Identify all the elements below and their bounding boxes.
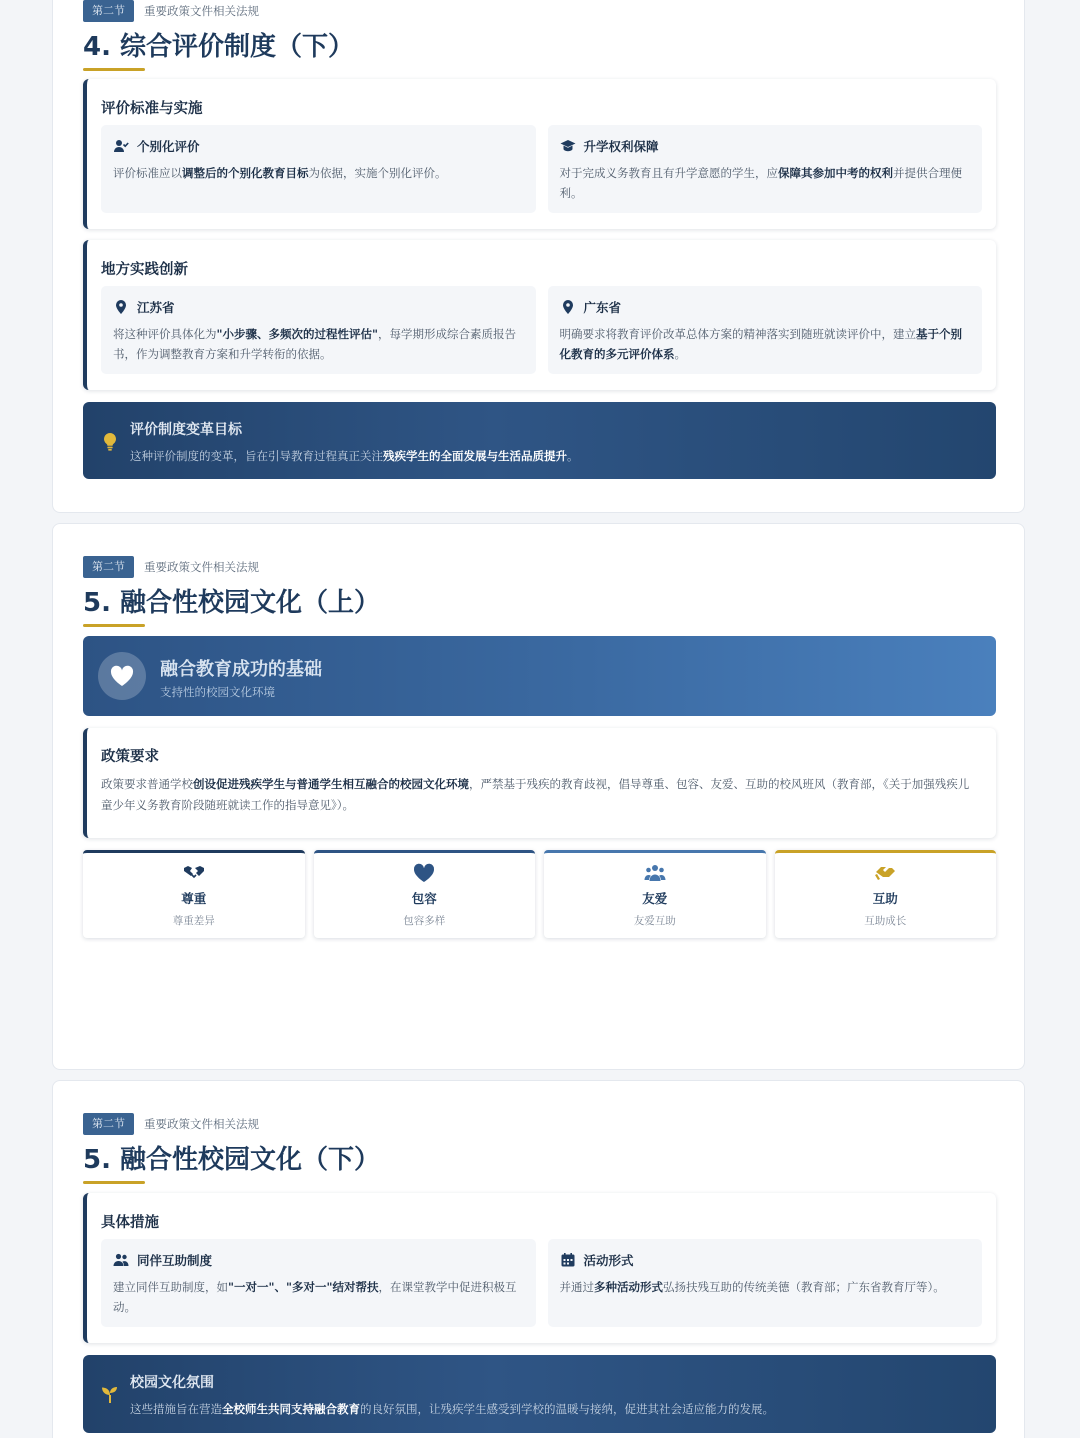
item-text: 建立同伴互助制度，如"一对一"、"多对一"结对帮扶，在课堂教学中促进积极互动。 [113, 1280, 517, 1314]
value-name: 互助 [872, 891, 898, 906]
user-check-icon [113, 138, 129, 154]
item-text: 并通过多种活动形式弘扬扶残互助的传统美德（教育部；广东省教育厅等）。 [559, 1280, 945, 1294]
calendar-icon [560, 1252, 576, 1268]
banner-campus-atmosphere [83, 1355, 996, 1433]
map-pin-icon [113, 299, 129, 315]
value-desc: 尊重差异 [172, 915, 215, 927]
item-activity-forms [548, 1239, 983, 1327]
item-jiangsu [101, 286, 536, 374]
item-admission-rights [548, 125, 983, 213]
title-underline [83, 1181, 145, 1184]
item-heading: 同伴互助制度 [137, 1253, 213, 1268]
item-text: 将这种评价具体化为"小步骤、多频次的过程性评估"，每学期形成综合素质报告书，作为调整教育方案和升学转衔的依据。 [113, 327, 516, 361]
item-text: 对于完成义务教育且有升学意愿的学生，应保障其参加中考的权利并提供合理便利。 [559, 166, 962, 200]
section-subtitle: 重要政策文件相关法规 [144, 1117, 259, 1131]
value-name: 友爱 [642, 891, 668, 906]
card-specific-measures [83, 1193, 996, 1343]
banner-text: 这种评价制度的变革，旨在引导教育过程真正关注残疾学生的全面发展与生活品质提升。 [130, 449, 579, 463]
slide-header [83, 556, 380, 627]
item-heading: 活动形式 [583, 1253, 634, 1268]
value-name: 包容 [411, 891, 437, 906]
section-tag: 第二节 [83, 1113, 134, 1135]
banner-title: 校园文化氛围 [130, 1375, 214, 1391]
value-card-respect [83, 850, 305, 938]
section-subtitle: 重要政策文件相关法规 [144, 4, 259, 18]
page-title: 5. 融合性校园文化（上） [83, 588, 381, 618]
item-heading: 升学权利保障 [583, 139, 659, 154]
slide-header [83, 0, 354, 71]
slide-evaluation-system [52, 0, 1025, 513]
card-local-practice [83, 240, 996, 390]
seedling-icon [99, 1383, 121, 1405]
page-title: 4. 综合评价制度（下） [83, 32, 355, 62]
card-title: 地方实践创新 [101, 262, 188, 278]
heart-icon [110, 665, 134, 687]
item-heading: 广东省 [583, 300, 622, 315]
users-icon [644, 863, 666, 883]
value-desc: 友爱互助 [633, 915, 676, 927]
handshake-icon [183, 863, 205, 883]
item-peer-support [101, 1239, 536, 1327]
card-title: 政策要求 [101, 749, 159, 765]
banner-text: 这些措施旨在营造全校师生共同支持融合教育的良好氛围，让残疾学生感受到学校的温暖与接纳，促进其社会适应能力的发展。 [130, 1402, 774, 1416]
section-tag: 第二节 [83, 556, 134, 578]
values-row [83, 850, 996, 938]
card-title: 具体措施 [101, 1215, 159, 1231]
hero-title: 融合教育成功的基础 [160, 659, 322, 680]
value-card-mutual-help [775, 850, 997, 938]
slide-inclusive-culture-1 [52, 523, 1025, 1070]
graduation-cap-icon [560, 138, 576, 154]
banner-reform-goal [83, 402, 996, 479]
title-underline [83, 624, 145, 627]
banner-title: 评价制度变革目标 [130, 422, 242, 438]
item-guangdong [548, 286, 983, 374]
map-pin-icon [560, 299, 576, 315]
page-title: 5. 融合性校园文化（下） [83, 1145, 381, 1175]
users-icon [113, 1252, 129, 1268]
section-subtitle: 重要政策文件相关法规 [144, 560, 259, 574]
item-text: 评价标准应以调整后的个别化教育目标为依据，实施个别化评价。 [113, 166, 447, 180]
policy-text: 政策要求普通学校创设促进残疾学生与普通学生相互融合的校园文化环境，严禁基于残疾的教育歧视，倡导尊重、包容、友爱、互助的校风班风（教育部，《关于加强残疾儿童少年义务教育阶段随班就读工作的指导意见》）。 [101, 777, 970, 812]
lightbulb-icon [99, 430, 121, 452]
hands-helping-icon [874, 863, 896, 883]
hero-subtitle: 支持性的校园文化环境 [160, 685, 275, 699]
hero-icon-circle [98, 652, 146, 700]
value-card-fraternity [544, 850, 766, 938]
card-policy-requirement [83, 728, 996, 838]
item-text: 明确要求将教育评价改革总体方案的精神落实到随班就读评价中，建立基于个别化教育的多元评价体系。 [559, 327, 962, 361]
card-evaluation-standards [83, 79, 996, 229]
hero-banner [83, 636, 996, 716]
slide-header [83, 1113, 380, 1184]
value-desc: 包容多样 [403, 915, 446, 927]
section-tag: 第二节 [83, 0, 134, 22]
value-card-inclusion [314, 850, 536, 938]
item-heading: 个别化评价 [137, 139, 200, 154]
heart-icon [413, 863, 435, 883]
slide-inclusive-culture-2 [52, 1080, 1025, 1438]
value-desc: 互助成长 [864, 915, 907, 927]
card-title: 评价标准与实施 [101, 101, 203, 117]
item-individualized-evaluation [101, 125, 536, 213]
title-underline [83, 68, 145, 71]
item-heading: 江苏省 [137, 300, 175, 315]
value-name: 尊重 [181, 891, 207, 906]
